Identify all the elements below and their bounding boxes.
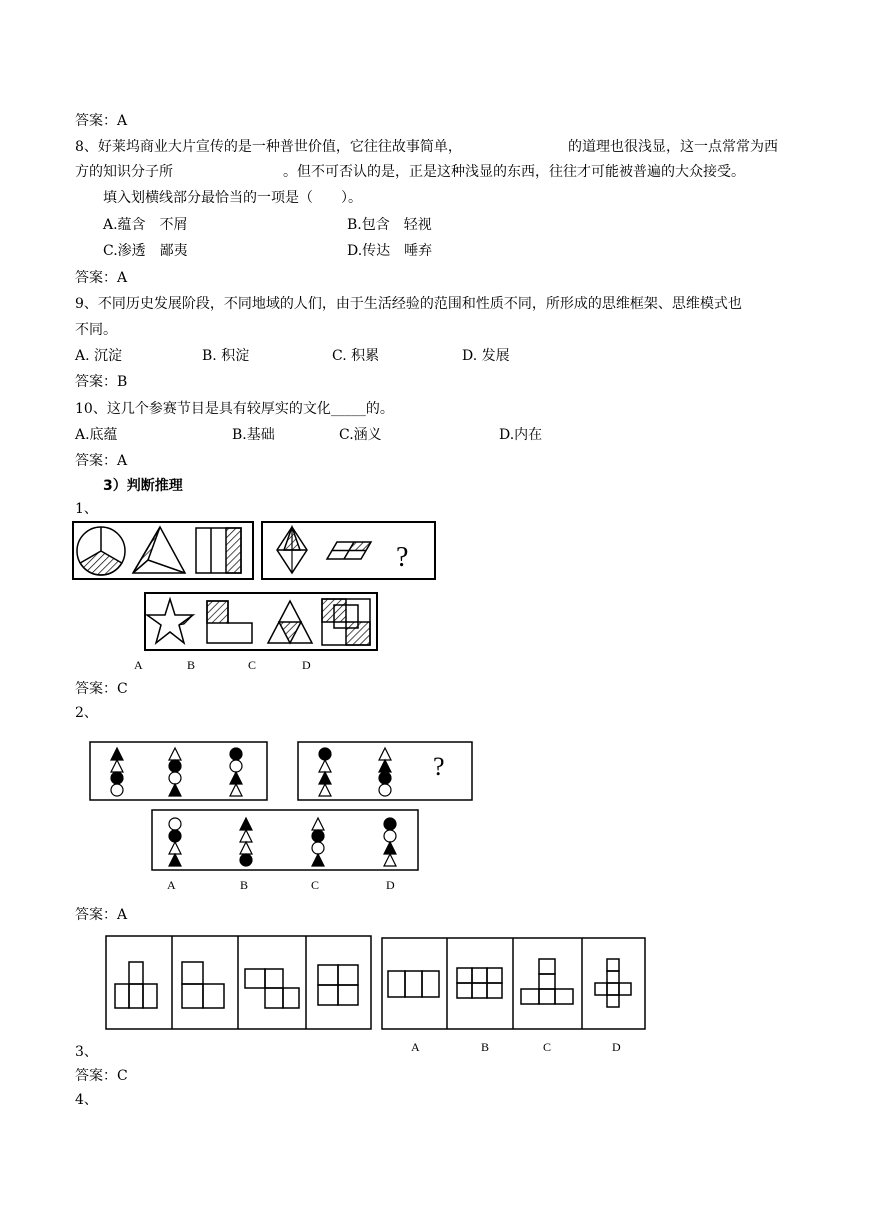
- symbol-stacks: [111, 748, 396, 866]
- p3-answer: 答案：C: [75, 1068, 128, 1084]
- symbol-stack-7: [240, 818, 252, 866]
- white-triangle-icon: [240, 842, 252, 854]
- q9-option-c: C. 积累: [332, 348, 380, 364]
- p3-label-b: B: [481, 1040, 490, 1054]
- symbol-stack-2: [169, 748, 181, 796]
- white-triangle-icon: [319, 784, 331, 796]
- p1-answer: 答案：C: [75, 681, 128, 697]
- black-triangle-icon: [169, 784, 181, 796]
- p2-label-a: A: [167, 878, 176, 892]
- black-circle-icon: [111, 772, 123, 784]
- white-circle-icon: [169, 818, 181, 830]
- p2-figures: [0, 730, 869, 900]
- white-triangle-icon: [379, 748, 391, 760]
- white-circle-icon: [379, 784, 391, 796]
- white-circle-icon: [312, 842, 324, 854]
- white-triangle-icon: [312, 818, 324, 830]
- p2-answer: 答案：A: [75, 907, 128, 923]
- black-triangle-icon: [312, 854, 324, 866]
- symbol-stack-8: [312, 818, 324, 866]
- q10-option-c: C.涵义: [339, 427, 382, 443]
- q8-line2a: 方的知识分子所: [75, 164, 173, 180]
- option-shape-a: [388, 971, 439, 997]
- black-triangle-icon: [384, 842, 396, 854]
- white-circle-icon: [169, 772, 181, 784]
- q9-option-a: A. 沉淀: [75, 348, 123, 364]
- option-shape-d: [595, 959, 631, 1007]
- p3-label-c: C: [543, 1040, 552, 1054]
- white-triangle-icon: [169, 842, 181, 854]
- q10-answer: 答案：A: [75, 453, 128, 469]
- q8-line1b: 的道理也很浅显，这一点常常为西: [568, 139, 778, 155]
- parallelogram-icon: [327, 542, 371, 559]
- black-circle-icon: [319, 748, 331, 760]
- triangle-pyramid-icon: [133, 527, 185, 573]
- l-shape-icon: [207, 601, 252, 643]
- q9-option-d: D. 发展: [462, 348, 510, 364]
- black-circle-icon: [312, 830, 324, 842]
- triangle-split-icon: [268, 601, 312, 643]
- q10-option-d: D.内在: [499, 427, 543, 443]
- q9-line2: 不同。: [75, 322, 117, 338]
- p3-number: 3、: [75, 1044, 98, 1060]
- grid-shape-3: [245, 969, 299, 1008]
- black-triangle-icon: [169, 854, 181, 866]
- white-triangle-icon: [240, 830, 252, 842]
- white-circle-icon: [111, 784, 123, 796]
- black-circle-icon: [230, 748, 242, 760]
- q8-option-b: B.包含 轻视: [347, 217, 432, 233]
- black-circle-icon: [169, 830, 181, 842]
- p1-label-d: D: [302, 658, 311, 672]
- rect-columns-icon: [196, 528, 241, 573]
- white-triangle-icon: [169, 748, 181, 760]
- white-circle-icon: [230, 760, 242, 772]
- star-icon: [147, 599, 193, 643]
- symbol-stack-9: [384, 818, 396, 866]
- p2-question-mark: ?: [433, 752, 445, 781]
- q10-line1: 10、这几个参赛节目是具有较厚实的文化_____的。: [75, 401, 394, 417]
- q10-option-a: A.底蕴: [75, 427, 118, 443]
- grid-shape-4: [318, 965, 358, 1005]
- black-circle-icon: [384, 818, 396, 830]
- q9-answer: 答案：B: [75, 374, 128, 390]
- white-triangle-icon: [111, 760, 123, 772]
- black-circle-icon: [169, 760, 181, 772]
- black-triangle-icon: [240, 818, 252, 830]
- black-triangle-icon: [230, 772, 242, 784]
- black-triangle-icon: [379, 760, 391, 772]
- symbol-stack-6: [169, 818, 181, 866]
- symbol-stack-4: [319, 748, 331, 796]
- white-triangle-icon: [230, 784, 242, 796]
- p2-label-c: C: [311, 878, 320, 892]
- p1-label-c: C: [248, 658, 257, 672]
- white-circle-icon: [384, 830, 396, 842]
- q8-option-c: C.渗透 鄙夷: [103, 243, 188, 259]
- square-quad-icon: [322, 599, 370, 645]
- p2-number: 2、: [75, 705, 98, 721]
- symbol-stack-5: [379, 748, 391, 796]
- p4-number: 4、: [75, 1092, 98, 1108]
- black-circle-icon: [240, 854, 252, 866]
- q8-option-d: D.传达 唾弃: [347, 243, 433, 259]
- black-circle-icon: [379, 772, 391, 784]
- symbol-stack-1: [111, 748, 123, 796]
- p3-label-a: A: [411, 1040, 420, 1054]
- q8-line2b: 。但不可否认的是，正是这种浅显的东西，往往才可能被普遍的大众接受。: [283, 164, 745, 180]
- p2-label-d: D: [386, 878, 395, 892]
- p3-label-d: D: [612, 1040, 621, 1054]
- p2-label-b: B: [240, 878, 249, 892]
- circle-thirds-icon: [77, 527, 125, 575]
- black-triangle-icon: [319, 772, 331, 784]
- p3-figures: [0, 930, 869, 1035]
- q9-line1: 9、不同历史发展阶段，不同地域的人们，由于生活经验的范围和性质不同，所形成的思维框架、思维模式也: [75, 296, 742, 312]
- q8-line1a: 8、好莱坞商业大片宣传的是一种普世价值，它往往故事简单，: [75, 139, 462, 155]
- p1-number: 1、: [75, 501, 98, 517]
- p2-options-box: [152, 810, 418, 870]
- grid-shape-2: [182, 962, 224, 1008]
- option-shape-b: [457, 968, 502, 998]
- black-triangle-icon: [111, 748, 123, 760]
- q8-answer: 答案：A: [75, 270, 128, 286]
- p1-label-a: A: [134, 658, 143, 672]
- p1-label-b: B: [187, 658, 196, 672]
- grid-shape-1: [115, 962, 157, 1008]
- q10-option-b: B.基础: [232, 427, 275, 443]
- symbol-stack-3: [230, 748, 242, 796]
- q9-option-b: B. 积淀: [202, 348, 250, 364]
- white-triangle-icon: [384, 854, 396, 866]
- answer-prev: 答案：A: [75, 113, 128, 129]
- diamond-icon: [277, 527, 307, 573]
- option-shape-c: [521, 959, 573, 1004]
- q8-prompt: 填入划横线部分最恰当的一项是（ ）。: [103, 190, 362, 206]
- p1-question-mark: ?: [396, 542, 409, 573]
- section-heading: 3）判断推理: [103, 478, 183, 494]
- white-triangle-icon: [319, 760, 331, 772]
- q8-option-a: A.蕴含 不屑: [103, 217, 188, 233]
